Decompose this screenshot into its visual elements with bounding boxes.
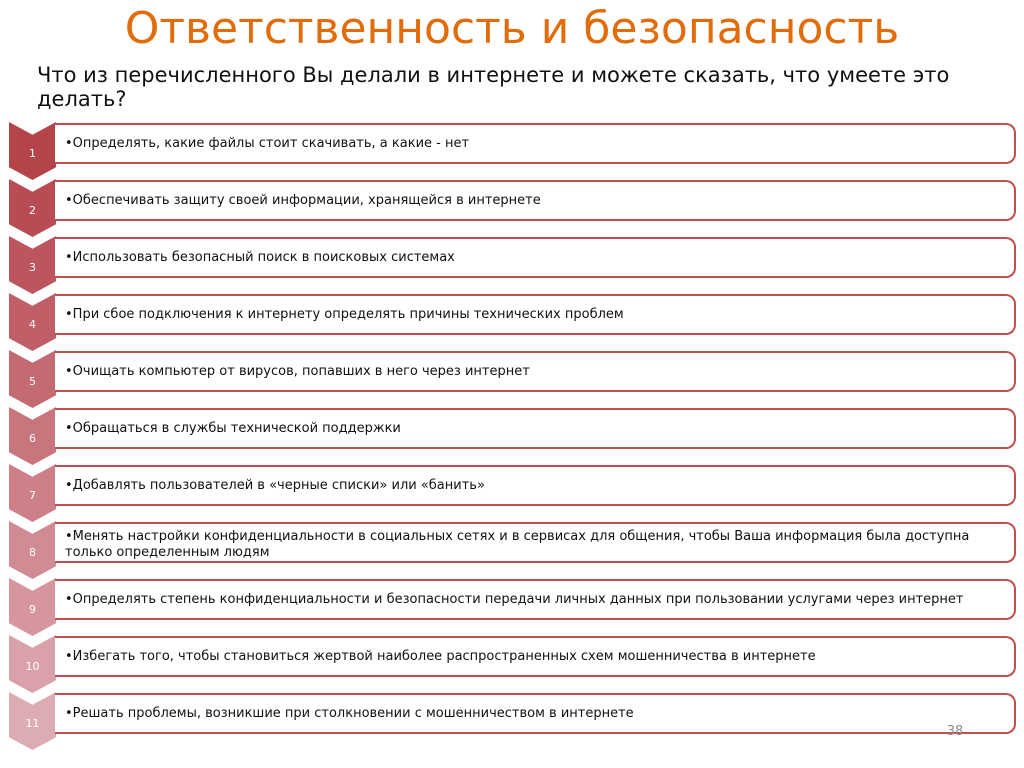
item-text: •Избегать того, чтобы становиться жертвой наиболее распространенных схем мошенничества в интернете — [65, 649, 816, 664]
list-item — [0, 407, 1024, 465]
list-item — [0, 236, 1024, 294]
item-number: 7 — [29, 489, 36, 502]
slide-title: Ответственность и безопасность — [124, 3, 900, 54]
item-number: 6 — [29, 432, 36, 445]
list-item — [0, 692, 1024, 750]
list-item — [0, 635, 1024, 693]
item-text: •При сбое подключения к интернету определять причины технических проблем — [65, 307, 624, 322]
item-number: 11 — [25, 717, 40, 730]
item-text: •Использовать безопасный поиск в поисковых системах — [65, 250, 455, 265]
list-item — [0, 464, 1024, 522]
item-number: 10 — [25, 660, 40, 673]
item-number: 4 — [29, 318, 36, 331]
item-text: •Решать проблемы, возникшие при столкновении с мошенничеством в интернете — [65, 706, 634, 721]
list-item — [0, 350, 1024, 408]
item-text: •Обеспечивать защиту своей информации, хранящейся в интернете — [65, 193, 541, 208]
item-text: •Определять степень конфиденциальности и безопасности передачи личных данных при пользовании услугами через интернет — [65, 592, 964, 607]
list-item — [0, 122, 1024, 180]
item-number: 2 — [29, 204, 36, 217]
item-number: 9 — [29, 603, 36, 616]
slide-subtitle: Что из перечисленного Вы делали в интернете и можете сказать, что умеете это делать? — [37, 63, 950, 111]
item-text: •Менять настройки конфиденциальности в социальных сетях и в сервисах для общения, чтобы Ваша информация была доступна только определенным людям — [65, 529, 970, 560]
item-number: 3 — [29, 261, 36, 274]
item-text: •Очищать компьютер от вирусов, попавших в него через интернет — [65, 364, 530, 379]
item-number: 8 — [29, 546, 36, 559]
list-item — [0, 578, 1024, 636]
item-text: •Добавлять пользователей в «черные списки» или «банить» — [65, 478, 485, 493]
list-item — [0, 179, 1024, 237]
list-item — [0, 293, 1024, 351]
slide-number: 38 — [946, 724, 964, 739]
item-number: 1 — [29, 147, 36, 160]
item-text: •Определять, какие файлы стоит скачивать, а какие - нет — [65, 136, 470, 151]
item-text: •Обращаться в службы технической поддержки — [65, 421, 401, 436]
list-item — [0, 521, 1024, 579]
item-number: 5 — [29, 375, 36, 388]
